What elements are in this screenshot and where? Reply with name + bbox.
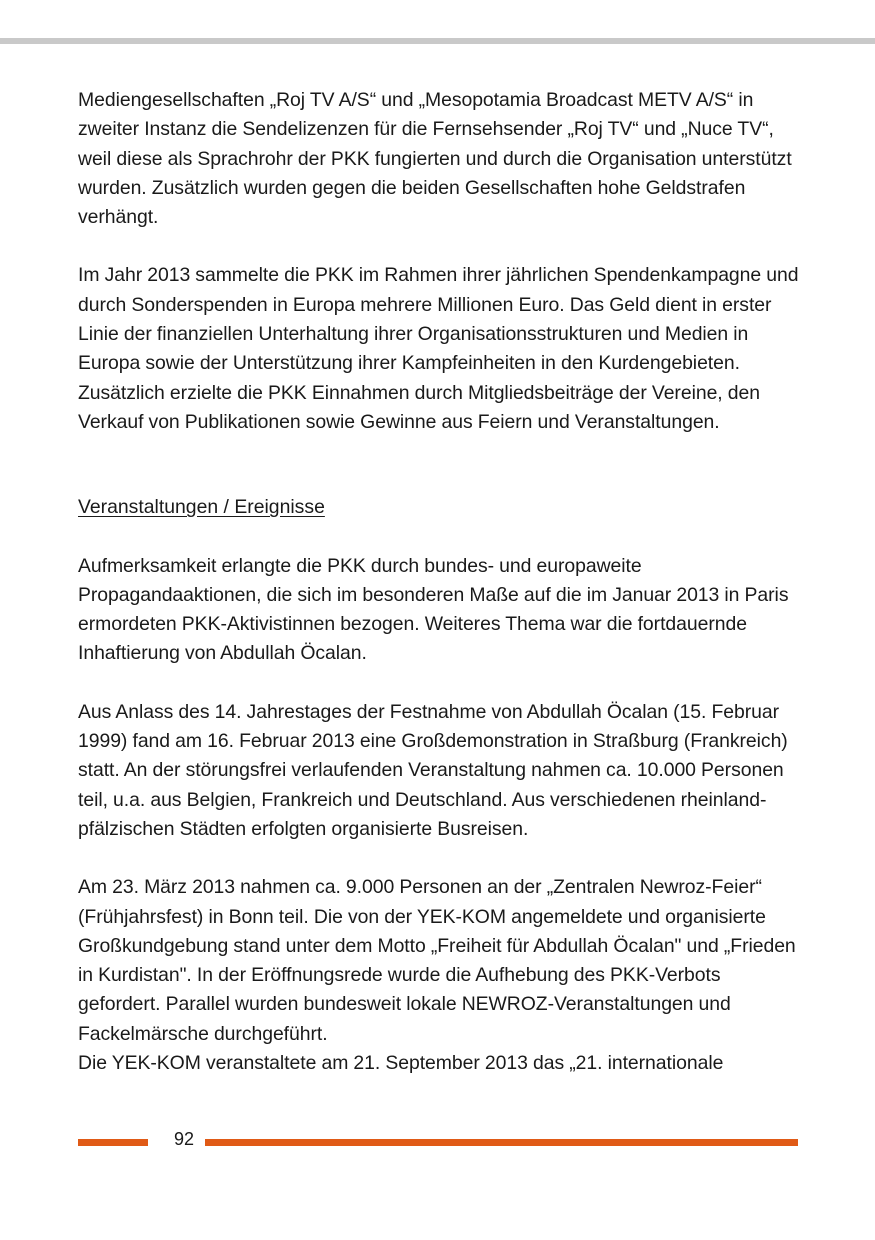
section-paragraph-2: Aus Anlass des 14. Jahrestages der Festnahme von Abdullah Öcalan (15. Februar 1999) fand am 16. Februar 2013 eine Großdemonstration in Straßburg (Frankreich) statt. An der störungsfrei verlaufenden Veranstaltung nahmen ca. 10.000 Personen teil, u.a. aus Belgien, Frankreich und Deutschland. Aus verschiedenen rheinland-pfälzischen Städten erfolgten organisierte Busreisen. — [78, 700, 788, 840]
header-rule — [0, 38, 875, 44]
section-heading: Veranstaltungen / Ereignisse — [78, 496, 325, 519]
footer-accent-bar-left — [78, 1139, 148, 1146]
paragraph-spacer — [78, 844, 800, 873]
body-paragraph-2: Im Jahr 2013 sammelte die PKK im Rahmen ihrer jährlichen Spendenkampagne und durch Sonderspenden in Europa mehrere Millionen Euro. Das Geld dient in erster Linie der finanziellen Unterhaltung ihrer Organisationsstrukturen und Medien in Europa sowie der Unterstützung ihrer Kampfeinheiten in den Kurdengebieten. Zusätzlich erzielte die PKK Einnahmen durch Mitgliedsbeiträge der Vereine, den Verkauf von Publikationen sowie Gewinne aus Feiern und Veranstaltungen. — [78, 264, 799, 433]
page-number: 92 — [173, 1129, 195, 1149]
paragraph-spacer — [78, 669, 800, 698]
body-paragraph-1: Mediengesellschaften „Roj TV A/S“ und „Mesopotamia Broadcast METV A/S“ in zweiter Instanz die Sendelizenzen für die Fernsehsender „Roj TV“ und „Nuce TV“, weil diese als Sprachrohr der PKK fungierten und durch die Organisation unterstützt wurden. Zusätzlich wurden gegen die beiden Gesellschaften hohe Geldstrafen verhängt. — [78, 89, 792, 229]
paragraph-spacer — [78, 232, 800, 261]
section-paragraph-4: Die YEK-KOM veranstaltete am 21. September 2013 das „21. internationale — [78, 1052, 724, 1075]
section-paragraph-3: Am 23. März 2013 nahmen ca. 9.000 Personen an der „Zentralen Newroz-Feier“ (Frühjahrsfest) in Bonn teil. Die von der YEK-KOM angemeldete und organisierte Großkundgebung stand unter dem Motto „Freiheit für Abdullah Öcalan" und „Frieden in Kurdistan". In der Eröffnungsrede wurde die Aufhebung des PKK-Verbots gefordert. Parallel wurden bundesweit lokale NEWROZ-Veranstaltungen und Fackelmärsche durchgeführt. — [78, 876, 796, 1045]
section-paragraph-1: Aufmerksamkeit erlangte die PKK durch bundes- und europaweite Propagandaaktionen, die sich im besonderen Maße auf die im Januar 2013 in Paris ermordeten PKK-Aktivistinnen bezogen. Weiteres Thema war die fortdauernde Inhaftierung von Abdullah Öcalan. — [78, 554, 789, 665]
page-footer — [78, 1129, 798, 1151]
page-content — [78, 86, 800, 1078]
footer-accent-bar-right — [205, 1139, 798, 1146]
heading-spacer — [78, 523, 800, 552]
section-spacer — [78, 437, 800, 493]
